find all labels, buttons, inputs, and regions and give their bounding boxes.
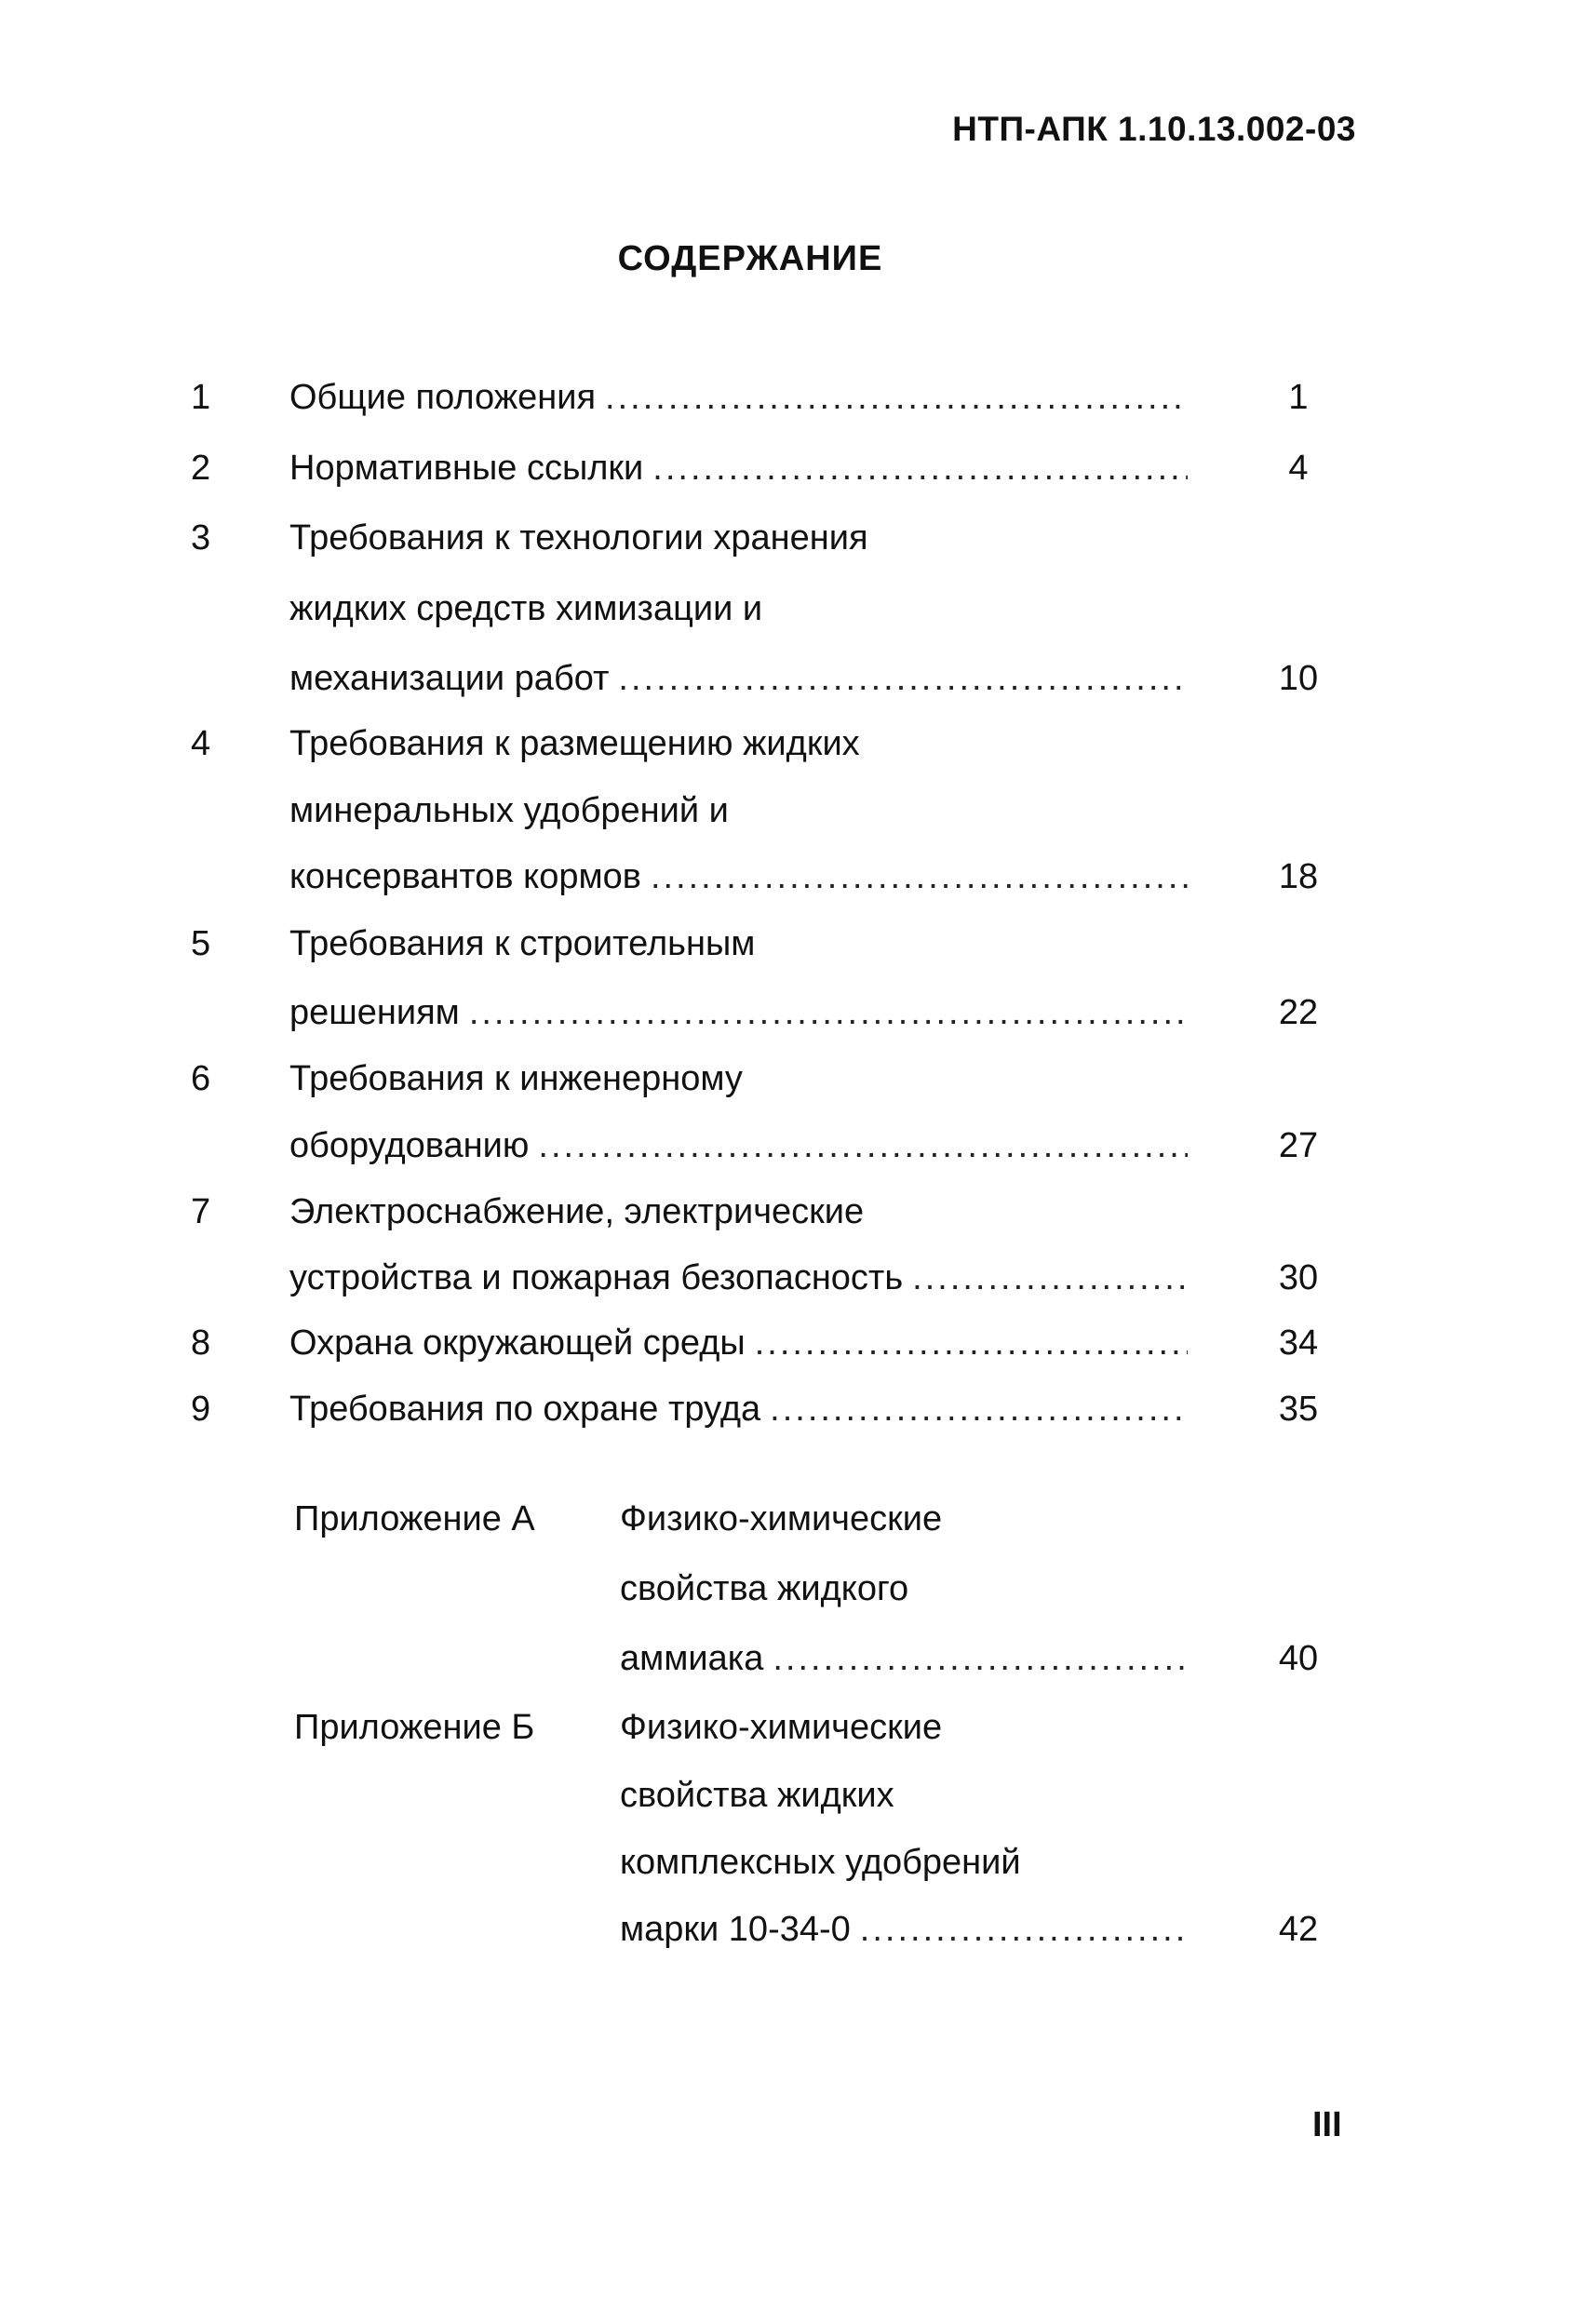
toc-entry-number: 7	[191, 1192, 211, 1231]
toc-entry	[0, 1386, 1586, 1432]
toc-entry-page: 1	[1288, 378, 1309, 417]
toc-entry-title: Требования к технологии хранения	[289, 518, 868, 557]
leader-dots	[770, 1386, 1188, 1432]
toc-entry-number: 1	[191, 378, 211, 417]
leader-dots	[773, 1635, 1188, 1682]
appendix-entry-continuation	[0, 1635, 1586, 1682]
toc-entry-continuation	[0, 1122, 1586, 1169]
toc-entry-page: 10	[1278, 659, 1319, 698]
toc-entry-number: 6	[191, 1059, 211, 1098]
toc-entry-continuation	[0, 1255, 1586, 1301]
appendix-title: марки 10-34-0	[620, 1910, 851, 1949]
toc-entry	[0, 374, 1586, 421]
toc-entry-page: 22	[1278, 993, 1319, 1032]
toc-entry	[0, 1320, 1586, 1366]
leader-dots	[652, 445, 1188, 491]
toc-entry-title: Охрана окружающей среды	[289, 1323, 746, 1363]
toc-entry-title: решениям	[289, 993, 460, 1032]
toc-entry-title: консервантов кормов	[289, 857, 641, 896]
toc-entry-continuation	[0, 989, 1586, 1036]
toc-entry	[0, 720, 1586, 767]
toc-entry-continuation	[0, 787, 1586, 834]
toc-entry-page: 4	[1288, 449, 1309, 488]
toc-entry-title: жидких средств химизации и	[289, 589, 763, 628]
appendix-label: Приложение А	[294, 1499, 535, 1538]
page-title: СОДЕРЖАНИЕ	[617, 239, 883, 278]
toc-entry-title: Общие положения	[289, 378, 597, 417]
toc-entry-title: Электроснабжение, электрические	[289, 1192, 865, 1231]
toc-entry-title: Требования к размещению жидких	[289, 724, 860, 763]
toc-entry-continuation	[0, 585, 1586, 632]
appendix-entry-continuation	[0, 1565, 1586, 1612]
leader-dots	[912, 1255, 1188, 1301]
appendix-page: 42	[1278, 1910, 1319, 1949]
toc-entry-number: 8	[191, 1323, 211, 1363]
toc-entry-page: 18	[1278, 857, 1319, 896]
toc-entry	[0, 515, 1586, 561]
toc-entry-title: Требования по охране труда	[289, 1390, 761, 1429]
appendix-entry-continuation	[0, 1839, 1586, 1886]
leader-dots	[469, 989, 1188, 1036]
toc-entry-number: 5	[191, 924, 211, 963]
appendix-title: Физико-химические	[620, 1708, 943, 1747]
leader-dots	[651, 853, 1188, 900]
leader-dots	[618, 655, 1188, 702]
appendix-title: Физико-химические	[620, 1499, 943, 1538]
page-number: III	[1312, 2105, 1342, 2144]
appendix-entry	[0, 1496, 1586, 1542]
toc-entry-number: 9	[191, 1390, 211, 1429]
leader-dots	[860, 1906, 1188, 1953]
appendix-title: свойства жидких	[620, 1776, 894, 1815]
leader-dots	[605, 374, 1188, 421]
appendix-entry-continuation	[0, 1772, 1586, 1819]
toc-entry-title: минеральных удобрений и	[289, 791, 729, 830]
appendix-title: комплексных удобрений	[620, 1843, 1021, 1882]
toc-entry-continuation	[0, 853, 1586, 900]
toc-entry-page: 34	[1278, 1323, 1319, 1363]
toc-entry-title: Требования к инженерному	[289, 1059, 743, 1098]
toc-entry-title: оборудованию	[289, 1126, 530, 1165]
appendix-title: аммиака	[620, 1639, 764, 1678]
toc-entry-title: механизации работ	[289, 659, 610, 698]
appendix-page: 40	[1278, 1639, 1319, 1678]
appendix-title: свойства жидкого	[620, 1569, 909, 1608]
toc-entry-page: 27	[1278, 1126, 1319, 1165]
toc-entry	[0, 445, 1586, 491]
appendix-label: Приложение Б	[294, 1708, 535, 1747]
toc-entry	[0, 1055, 1586, 1102]
toc-entry-title: Нормативные ссылки	[289, 449, 644, 488]
toc-entry	[0, 920, 1586, 967]
leader-dots	[755, 1320, 1188, 1366]
toc-entry-number: 2	[191, 449, 211, 488]
toc-entry-title: Требования к строительным	[289, 924, 756, 963]
leader-dots	[538, 1122, 1188, 1169]
toc-entry-page: 35	[1278, 1390, 1319, 1429]
toc-entry-number: 4	[191, 724, 211, 763]
document-code: НТП-АПК 1.10.13.002-03	[952, 110, 1356, 148]
toc-entry	[0, 1189, 1586, 1235]
appendix-entry-continuation	[0, 1906, 1586, 1953]
toc-entry-title: устройства и пожарная безопасность	[289, 1258, 904, 1297]
toc-entry-continuation	[0, 655, 1586, 702]
toc-entry-number: 3	[191, 518, 211, 557]
appendix-entry	[0, 1704, 1586, 1751]
toc-entry-page: 30	[1278, 1258, 1319, 1297]
